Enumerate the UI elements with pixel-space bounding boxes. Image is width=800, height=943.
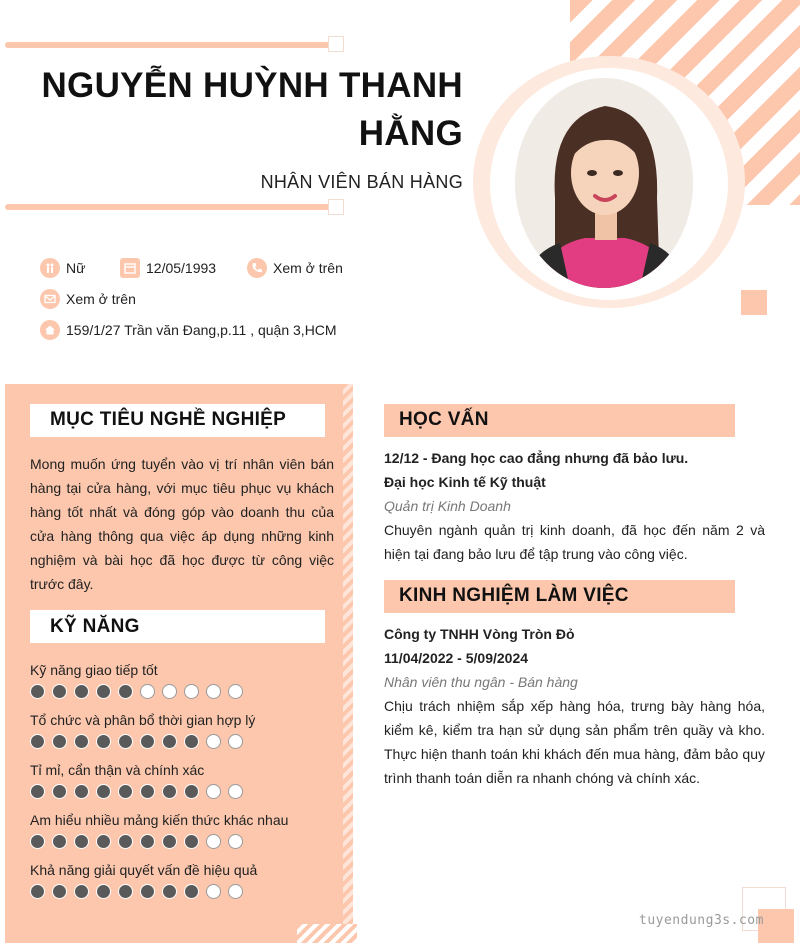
bottom-rule	[5, 204, 337, 210]
skill-name: Tổ chức và phân bổ thời gian hợp lý	[30, 712, 256, 728]
experience-description: Chịu trách nhiệm sắp xếp hàng hóa, trưng bày hàng hóa, kiểm kê, kiểm tra hạn sử dụng sản phẩm trên quầy và kho. Thực hiện thanh toán khi khách đến mua hàng, đảm bảo quy trình thanh toán diễn ra nhanh chóng và chính xác.	[384, 698, 765, 786]
skill-dot-filled	[118, 684, 133, 699]
skill-dot-filled	[118, 884, 133, 899]
skill-dot-filled	[30, 884, 45, 899]
skill-dot-filled	[74, 684, 89, 699]
skill-rating	[30, 684, 243, 699]
skill-name: Am hiểu nhiều mảng kiến thức khác nhau	[30, 812, 289, 828]
gender-info	[40, 258, 85, 278]
education-heading: HỌC VẤN	[399, 409, 489, 430]
decor-square	[741, 290, 767, 315]
calendar-icon	[120, 258, 140, 278]
skill-dot-filled	[74, 734, 89, 749]
skill-dot-empty	[228, 684, 243, 699]
skill-dot-filled	[162, 834, 177, 849]
candidate-name-line1: NGUYỄN HUỲNH THANH	[41, 66, 463, 105]
skill-dot-filled	[162, 784, 177, 799]
experience-period: 11/04/2022 - 5/09/2024	[384, 650, 529, 666]
skill-name: Kỹ năng giao tiếp tốt	[30, 662, 158, 678]
email-info	[40, 289, 136, 309]
skill-dot-filled	[74, 884, 89, 899]
skill-dot-empty	[140, 684, 155, 699]
skill-dot-filled	[52, 734, 67, 749]
skill-dot-empty	[184, 684, 199, 699]
mail-icon	[40, 289, 60, 309]
experience-role: Nhân viên thu ngân - Bán hàng	[384, 674, 578, 690]
skill-rating	[30, 834, 243, 849]
skill-dot-filled	[118, 834, 133, 849]
skill-dot-empty	[228, 884, 243, 899]
address-value: 159/1/27 Trần văn Đang,p.11 , quận 3,HCM	[66, 322, 337, 338]
skill-name: Tỉ mỉ, cẩn thận và chính xác	[30, 762, 205, 778]
skill-dot-filled	[52, 884, 67, 899]
phone-icon	[247, 258, 267, 278]
skill-dot-filled	[96, 684, 111, 699]
home-icon	[40, 320, 60, 340]
skill-rating	[30, 884, 243, 899]
skill-name: Khả năng giải quyết vấn đề hiệu quả	[30, 862, 258, 878]
skill-rating	[30, 784, 243, 799]
skill-dot-filled	[96, 734, 111, 749]
experience-heading: KINH NGHIỆM LÀM VIỆC	[399, 585, 629, 606]
bottom-stripe	[297, 924, 357, 943]
profile-photo	[515, 78, 693, 288]
left-panel-edge	[343, 384, 353, 943]
dob-info	[120, 258, 216, 278]
candidate-name-line2: HẰNG	[358, 114, 463, 153]
education-period: 12/12 - Đang học cao đẳng nhưng đã bảo lưu.	[384, 450, 689, 466]
gender-icon	[40, 258, 60, 278]
skill-rating	[30, 734, 243, 749]
skill-dot-filled	[184, 834, 199, 849]
experience-company: Công ty TNHH Vòng Tròn Đỏ	[384, 626, 575, 642]
skill-dot-filled	[184, 784, 199, 799]
skill-dot-filled	[162, 884, 177, 899]
phone-info	[247, 258, 343, 278]
skill-dot-empty	[228, 734, 243, 749]
skill-dot-filled	[140, 884, 155, 899]
skill-dot-empty	[206, 884, 221, 899]
top-rule	[5, 42, 337, 48]
skill-dot-filled	[30, 684, 45, 699]
portrait-illustration	[515, 78, 693, 288]
top-rule-end	[328, 36, 344, 52]
skill-dot-filled	[140, 734, 155, 749]
skill-dot-filled	[30, 834, 45, 849]
skill-dot-filled	[30, 784, 45, 799]
skill-dot-filled	[52, 684, 67, 699]
skill-dot-empty	[228, 834, 243, 849]
skill-dot-empty	[206, 784, 221, 799]
skill-dot-filled	[140, 784, 155, 799]
phone-value: Xem ở trên	[273, 260, 343, 276]
objective-text: Mong muốn ứng tuyển vào vị trí nhân viên bán hàng tại cửa hàng, với mục tiêu phục vụ khách hàng tốt nhất và đóng góp vào doanh thu của cửa hàng thông qua việc áp dụng những kinh nghiệm và bài học đã học được từ công việc trước đây.	[30, 456, 334, 592]
skill-dot-filled	[52, 834, 67, 849]
education-school: Đại học Kinh tế Kỹ thuật	[384, 474, 546, 490]
education-major: Quản trị Kinh Doanh	[384, 498, 511, 514]
watermark: tuyendung3s.com	[639, 913, 764, 928]
skill-dot-filled	[118, 734, 133, 749]
skill-dot-empty	[206, 684, 221, 699]
dob-value: 12/05/1993	[146, 260, 217, 276]
header	[23, 62, 463, 193]
skill-dot-filled	[96, 884, 111, 899]
objective-heading: MỤC TIÊU NGHỀ NGHIỆP	[50, 409, 287, 430]
skill-dot-filled	[184, 884, 199, 899]
skill-dot-filled	[96, 784, 111, 799]
skills-heading: KỸ NĂNG	[50, 616, 140, 637]
skill-dot-filled	[140, 834, 155, 849]
skill-dot-filled	[118, 784, 133, 799]
skill-dot-filled	[52, 784, 67, 799]
gender-value: Nữ	[66, 260, 86, 276]
bottom-rule-end	[328, 199, 344, 215]
skill-dot-empty	[228, 784, 243, 799]
skill-dot-filled	[162, 734, 177, 749]
skill-dot-empty	[162, 684, 177, 699]
skill-dot-filled	[30, 734, 45, 749]
job-position: NHÂN VIÊN BÁN HÀNG	[260, 172, 463, 192]
skill-dot-filled	[74, 784, 89, 799]
address-info	[40, 320, 337, 340]
skill-dot-filled	[184, 734, 199, 749]
email-value: Xem ở trên	[66, 291, 136, 307]
skill-dot-filled	[96, 834, 111, 849]
education-description: Chuyên ngành quản trị kinh doanh, đã học đến năm 2 và hiện tại đang bảo lưu để tập trung vào công việc.	[384, 522, 765, 562]
skill-dot-filled	[74, 834, 89, 849]
skill-dot-empty	[206, 734, 221, 749]
skill-dot-empty	[206, 834, 221, 849]
